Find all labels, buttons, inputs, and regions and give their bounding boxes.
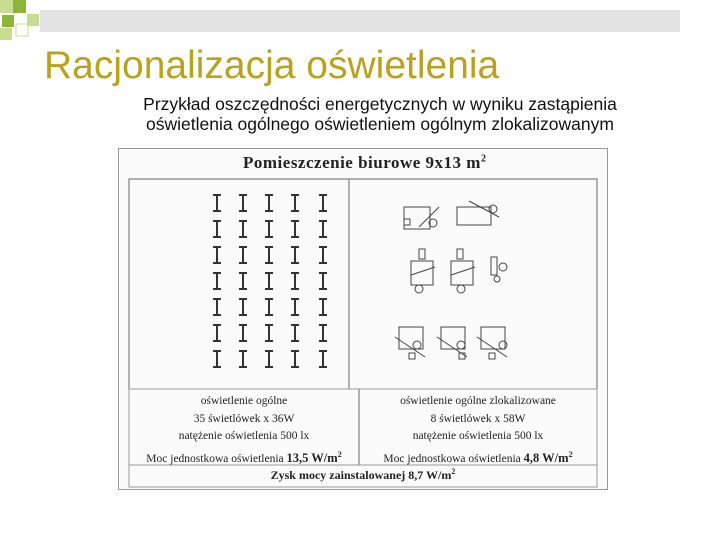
fluorescent-lamp-icon <box>213 273 221 289</box>
fluorescent-lamp-icon <box>291 351 299 367</box>
caption-line: 8 świetlówek x 58W <box>430 412 526 425</box>
fluorescent-lamp-icon <box>319 351 327 367</box>
caption-line: natężenie oświetlenia 500 lx <box>412 430 544 442</box>
fluorescent-lamp-icon <box>319 247 327 263</box>
fluorescent-lamp-icon <box>319 221 327 237</box>
fluorescent-lamp-icon <box>265 221 273 237</box>
fluorescent-lamp-icon <box>239 299 247 315</box>
caption-line: Moc jednostkowa oświetlenia 4,8 $W/m^2$ <box>383 449 573 465</box>
localized-lighting-caption <box>359 393 597 468</box>
caption-line: natężenie oświetlenia 500 lx <box>178 430 310 442</box>
workstation-layout <box>395 201 507 359</box>
caption-line: 35 świetlówek x 36W <box>193 412 295 425</box>
fluorescent-lamp-icon <box>213 247 221 263</box>
fluorescent-lamp-icon <box>265 299 273 315</box>
fluorescent-lamp-icon <box>319 325 327 341</box>
fluorescent-lamp-icon <box>213 351 221 367</box>
fluorescent-lamp-icon <box>213 221 221 237</box>
fluorescent-lamp-icon <box>239 221 247 237</box>
fluorescent-lamp-icon <box>265 351 273 367</box>
fluorescent-lamp-icon <box>239 325 247 341</box>
power-savings-summary: Zysk mocy zainstalowanej 8,7 $W/m^2$ <box>270 467 456 482</box>
fluorescent-lamp-icon <box>265 195 273 211</box>
corner-decoration <box>0 0 720 40</box>
caption-line: oświetlenie ogólne <box>200 395 288 407</box>
caption-line: Moc jednostkowa oświetlenia 13,5 $W/m^2$ <box>146 449 342 465</box>
fluorescent-lamp-icon <box>291 247 299 263</box>
fluorescent-lamp-icon <box>319 273 327 289</box>
fluorescent-lamp-icon <box>291 325 299 341</box>
slide-title: Racjonalizacja oświetlenia <box>44 44 500 87</box>
fluorescent-lamp-icon <box>213 325 221 341</box>
caption-line: oświetlenie ogólne zlokalizowane <box>400 395 556 407</box>
fluorescent-lamp-icon <box>265 325 273 341</box>
fluorescent-lamp-icon <box>239 273 247 289</box>
fluorescent-lamp-icon <box>239 247 247 263</box>
fluorescent-lamp-icon <box>213 195 221 211</box>
fluorescent-lamp-icon <box>319 195 327 211</box>
general-lighting-caption <box>129 393 359 468</box>
fluorescent-lamp-icon <box>239 351 247 367</box>
fluorescent-lamp-icon <box>265 247 273 263</box>
office-floorplan-figure <box>118 148 608 490</box>
fluorescent-lamp-icon <box>265 273 273 289</box>
fluorescent-lamp-icon <box>213 299 221 315</box>
slide-subtitle: Przykład oszczędności energetycznych w wyniku zastąpienia oświetlenia ogólnego oświetleniem ogólnym zlokalizowanym <box>143 94 617 134</box>
figure-heading: Pomieszczenie biurowe 9x13 $m^2$ <box>243 153 487 172</box>
fluorescent-lamp-icon <box>291 299 299 315</box>
general-lighting-fixtures <box>213 195 327 367</box>
fluorescent-lamp-icon <box>291 221 299 237</box>
fluorescent-lamp-icon <box>239 195 247 211</box>
fluorescent-lamp-icon <box>291 195 299 211</box>
fluorescent-lamp-icon <box>291 273 299 289</box>
fluorescent-lamp-icon <box>319 299 327 315</box>
